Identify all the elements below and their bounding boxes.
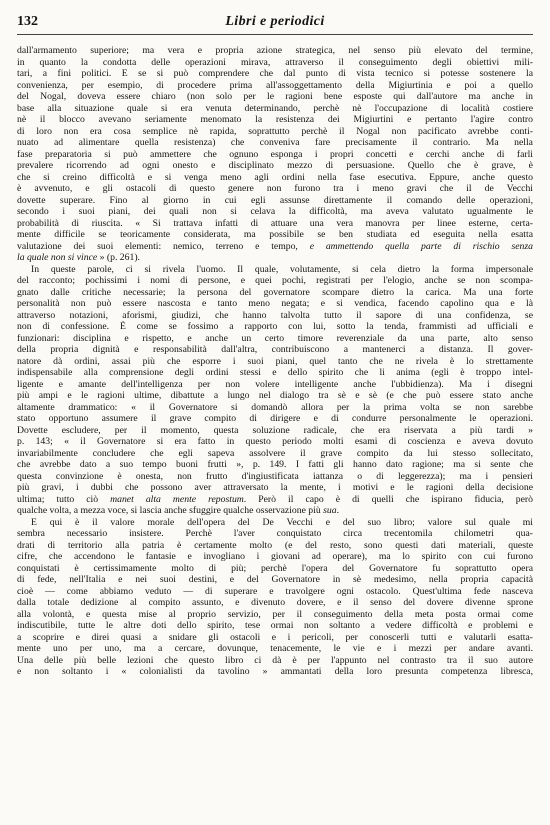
line-text: nuato ad alimentare quella resistenza) che conveniva fare precisamente il contrario. Ma nella <box>17 137 533 148</box>
text-line <box>17 149 533 161</box>
text-line <box>17 413 533 425</box>
line-text: conquistati è certissimamente molto di più; perchè l'opera del Governatore fu soprattutto opera <box>17 562 533 574</box>
page-number: 132 <box>17 14 38 29</box>
line-text: questa convinzione è onesta, non frutto d'ingiustificata iattanza o di leggerezza); ma i pensieri <box>17 470 533 482</box>
line-text: tari, a fini politici. E se si può comprendere che dal punto di vista tecnico si potesse sostenere la <box>17 68 533 79</box>
line-text: dall'armamento superiore; ma vera e propria azione strategica, nel senso più elevato del termine, <box>17 45 533 56</box>
text-line <box>17 551 533 563</box>
page-header <box>17 14 533 38</box>
text-line <box>17 275 533 287</box>
line-text: probabilità di riuscita. « Si trattava infatti di attuare una vera manovra per linee esterne, certa- <box>17 217 533 229</box>
line-text: cioè — come abbiamo veduto — di superare e travolgere ogni ostacolo. Quest'ultima fede nasceva <box>17 585 533 597</box>
italic-text: sua <box>323 505 337 516</box>
line-text: a scoprire e direi quasi a snidare gli ostacoli e i pericoli, per conoscerli tutti e valutarli esatta- <box>17 631 533 643</box>
text-line <box>17 264 533 276</box>
text-line <box>17 344 533 356</box>
line-text: base alla situazione quale si era venuta determinando, perchè nè l'occupazione di località costiere <box>17 102 533 114</box>
text-line <box>17 206 533 218</box>
text-line <box>17 402 533 414</box>
italic-text: manet alta mente repostum <box>110 493 244 505</box>
line-text: stato opportuno assumere il grave compito di dirigere e di condurre personalmente le operazioni. <box>17 413 533 424</box>
text-line <box>17 379 533 391</box>
text-line <box>17 241 533 253</box>
text-line <box>17 425 533 437</box>
text-line <box>17 390 533 402</box>
line-text: gnato dalle critiche necessarie; la persona del governatore scompare dietro la carica. Ma una forte <box>17 286 533 298</box>
text-line <box>17 597 533 609</box>
text-line <box>17 45 533 57</box>
body-text <box>17 45 533 678</box>
text-line <box>17 91 533 103</box>
text-line <box>17 459 533 471</box>
line-text: in quanto la condotta delle operazioni mirava, attraverso il conseguimento degli obiettivi mili- <box>17 56 533 68</box>
text-line <box>17 609 533 621</box>
line-text: che si creino difficoltà e si venga meno agli ordini nella fase esecutiva. Eppure, anche questo <box>17 171 533 183</box>
text-line <box>17 517 533 529</box>
line-text: Dovette escludere, per il momento, questa soluzione radicale, che era riservata a più tardi » <box>17 424 533 436</box>
line-text: indiscutibile, tutte le altre doti dello spirito, tese ormai non soltanto a vedere difficoltà e problemi e <box>17 620 533 631</box>
line-text: funzionari: disciplina e rispetto, e anche un certo timore reverenziale da una parte, alto senso <box>17 332 533 344</box>
text-line <box>17 586 533 598</box>
line-text: Una delle più belle lezioni che questo libro ci dà è per l'appunto nel contrasto tra il suo autore <box>17 654 533 666</box>
line-text: In queste parole, ci si rivela l'uomo. Il quale, volutamente, si cela dietro la forma impersonale <box>31 263 533 275</box>
line-text: invariabilmente concludere che egli sapeva assolvere il grave compito da lui stesso sollecitato, <box>17 447 533 459</box>
line-text: p. 143; « il Governatore si era fatto in questo periodo molti esami di coscienza e aveva dovuto <box>17 436 533 447</box>
text-line <box>17 666 533 678</box>
text-line <box>17 620 533 632</box>
text-line <box>17 218 533 230</box>
text-line <box>17 310 533 322</box>
line-text: di loro non era cosa semplice nè rapida, soprattutto perchè il Nogal non pacificato avrebbe conti- <box>17 125 533 137</box>
text-line <box>17 229 533 241</box>
text-line <box>17 563 533 575</box>
text-line <box>17 183 533 195</box>
text-line <box>17 80 533 92</box>
line-text: della propria dignità e responsabilità dall'altra, contribuiscono a mantenerci a distanza. Il gover- <box>17 344 533 355</box>
line-text: cifre, che accendono le fantasie e invogliano i giovani ad operare), ma lo spirito con cui furono <box>17 551 533 562</box>
line-text: drati di territorio alla patria è certamente molto (e del resto, sono questi dati materiali, queste <box>17 539 533 551</box>
line-text: mente uno per uno, ma a cercare, dovunque, tenacemente, le vie e i mezzi per andare avanti. <box>17 643 533 654</box>
line-text: del Nogal, doveva essere chiaro (non solo per le ragioni bene esposte qui dall'autore ma anche in <box>17 91 533 102</box>
text-line <box>17 528 533 540</box>
text-line <box>17 252 533 264</box>
line-text: alla volontà, e questa mise al proprio servizio, per il conseguimento della meta posta ormai come <box>17 608 533 620</box>
line-text: più ampi e le ragioni ultime, dibattute a lungo nel dialogo tra sè e sè (e che può essere stato anche <box>17 390 533 401</box>
text-line <box>17 448 533 460</box>
line-text: e non soltanto i « colonialisti da tavolino » ammantati della loro presunta competenza libresca, <box>17 666 533 677</box>
line-text: . Però il capo è di quelli che ispirano fiducia, però <box>243 493 533 505</box>
line-text: nè il blocco avevano seriamente menomato la resistenza dei Migiurtini e pertanto l'agire contro <box>17 114 533 125</box>
text-line <box>17 505 533 517</box>
line-text: altamente drammatico: « il Governatore si domandò allora per la prima volta se non sarebbe <box>17 401 533 413</box>
text-line <box>17 643 533 655</box>
line-text: che avrebbe dato a suo tempo buoni frutti », p. 149. I fatti gli hanno dato ragione; ma si sente che <box>17 459 533 470</box>
line-text: personalità non può essere nascosta e tanto meno negata; e si vendica, facendo capolino qua e là <box>17 298 533 309</box>
line-text: qualche volta, a mezza voce, si lascia anche sfuggire qualche osservazione più <box>17 505 324 516</box>
text-line <box>17 160 533 172</box>
line-text: mente difficile se teoricamente considerata, ma possibile se ben studiata ed eseguita nella esatta <box>17 229 533 240</box>
italic-text: la quale non si vince <box>17 252 98 263</box>
line-text: dalla totale dedizione al compito assunto, e divenuto dovere, e il senso del dovere divenne sprone <box>17 597 533 608</box>
line-text: secondo i suoi piani, dei quali non si celava la difficoltà, ma aveva valutato ugualmente le <box>17 206 533 217</box>
line-text: prevalere ricorrendo ad ogni onesto e disciplinato mezzo di persuasione. Quello che è grave, è <box>17 160 533 171</box>
text-line <box>17 137 533 149</box>
line-text: fase preparatoria si può ammettere che ognuno esponga i propri concetti e cerchi anche di farli <box>17 148 533 160</box>
line-text: valutazione dei suoi elementi: nemico, terreno e tempo, <box>17 240 310 252</box>
text-line <box>17 172 533 184</box>
text-line <box>17 494 533 506</box>
text-line <box>17 287 533 299</box>
text-line <box>17 114 533 126</box>
line-text: del racconto; pochissimi i nomi di persone, e quei pochi, registrati per l'elogio, anche se non scompa- <box>17 275 533 286</box>
line-text: » (p. 261). <box>97 252 140 263</box>
running-title: Libri e periodici <box>225 14 325 29</box>
text-line <box>17 195 533 207</box>
line-text: più gravi, i dubbi che possono aver attraversato la mente, i motivi e le ragioni della decisione <box>17 482 533 493</box>
text-line <box>17 103 533 115</box>
line-text: dovette superare. Fino al giorno in cui egli assunse direttamente il comando delle operazioni, <box>17 194 533 206</box>
line-text: . <box>336 505 339 516</box>
text-line <box>17 298 533 310</box>
text-line <box>17 356 533 368</box>
text-line <box>17 471 533 483</box>
text-line <box>17 482 533 494</box>
text-line <box>17 436 533 448</box>
line-text: sembra necessario insistere. Perchè l'aver conquistato circa trecentomila chilometri qua- <box>17 528 533 539</box>
text-line <box>17 126 533 138</box>
text-line <box>17 655 533 667</box>
line-text: E qui è il valore morale dell'opera del De Vecchi e del suo libro; valore sul quale mi <box>31 516 533 528</box>
text-line <box>17 632 533 644</box>
line-text: indispensabile alla comprensione degli ordini stessi e dello spirito che li anima (egli è troppo intel- <box>17 367 533 378</box>
line-text: di fede, nell'Italia e nei suoi destini, e del Governatore in sè medesimo, nella propria capacità <box>17 574 533 585</box>
header-rule <box>17 34 533 35</box>
line-text: natore dà ordini, assai più che esporre i suoi piani, quel tanto che ne rivela è lo strettamente <box>17 355 533 367</box>
text-line <box>17 574 533 586</box>
line-text: non di confessione. È come se fossimo a rapporto con lui, sotto la tenda, frammisti ad ufficiali e <box>17 321 533 332</box>
line-text: ultima; tutto ciò <box>17 493 111 505</box>
text-line <box>17 333 533 345</box>
text-line <box>17 321 533 333</box>
line-text: ligente e amante dell'intelligenza per non volere intelligente anche l'ubbidienza). Ma i disegni <box>17 378 533 390</box>
text-line <box>17 367 533 379</box>
text-line <box>17 68 533 80</box>
text-line <box>17 57 533 69</box>
line-text: attraverso notazioni, aforismi, giudizi, che hanno talvolta tutto il sapore di una confidenza, se <box>17 309 533 321</box>
line-text: è avvenuto, e gli ostacoli di questo genere non furono tra i meno gravi che il de Vecchi <box>17 183 533 194</box>
text-line <box>17 540 533 552</box>
italic-text: e ammettendo quella parte di rischio senza <box>309 240 533 252</box>
line-text: convenienza, per esempio, di procedere prima all'assoggettamento della Migiurtinia e poi a quello <box>17 79 533 91</box>
